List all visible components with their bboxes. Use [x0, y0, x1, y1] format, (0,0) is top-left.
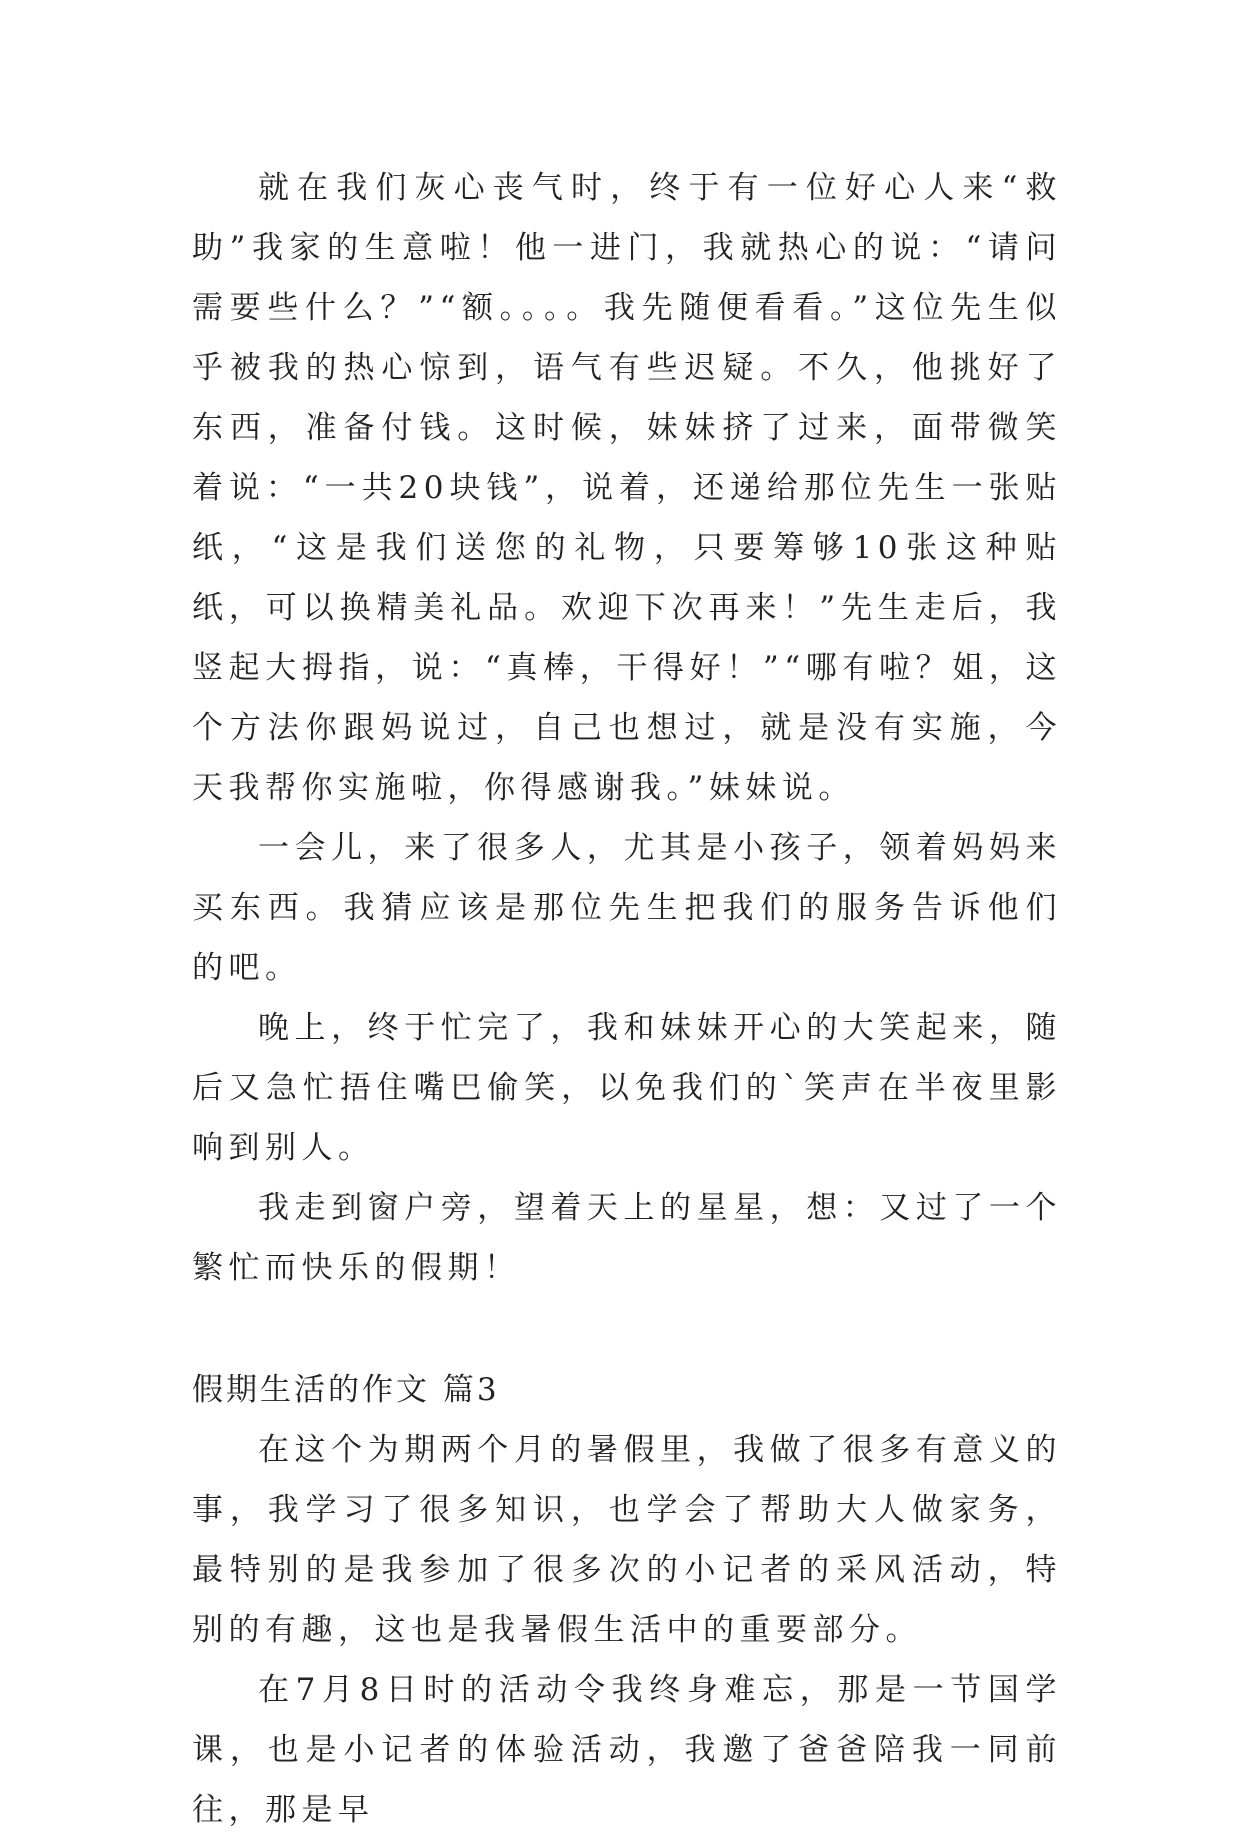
section-heading: 假期生活的作文 篇3	[192, 1372, 500, 1408]
paragraph-summer-activities: 在这个为期两个月的暑假里，我做了很多有意义的事，我学习了很多知识，也学会了帮助大人做家务，最特别的是我参加了很多次的小记者的采风活动，特别的有趣，这也是我暑假生活中的重要部分。	[192, 1432, 1062, 1648]
paragraph-evening: 晚上，终于忙完了，我和妹妹开心的大笑起来，随后又急忙捂住嘴巴偷笑，以免我们的`笑声在半夜里影响到别人。	[192, 1010, 1062, 1166]
paragraph-many-customers: 一会儿，来了很多人，尤其是小孩子，领着妈妈来买东西。我猜应该是那位先生把我们的服务告诉他们的吧。	[192, 830, 1062, 986]
document-body	[192, 158, 1062, 1840]
paragraph-helpful-customer: 就在我们灰心丧气时，终于有一位好心人来“救助”我家的生意啦！他一进门，我就热心的说：“请问需要些什么？”“额。。。。我先随便看看。”这位先生似乎被我的热心惊到，语气有些迟疑。不久，他挑好了东西，准备付钱。这时候，妹妹挤了过来，面带微笑着说：“一共20块钱”，说着，还递给那位先生一张贴纸，“这是我们送您的礼物，只要筹够10张这种贴纸，可以换精美礼品。欢迎下次再来！”先生走后，我竖起大拇指，说：“真棒，干得好！”“哪有啦？姐，这个方法你跟妈说过，自己也想过，就是没有实施，今天我帮你实施啦，你得感谢我。”妹妹说。	[192, 170, 1062, 806]
paragraph-july-eighth: 在7月8日时的活动令我终身难忘，那是一节国学课，也是小记者的体验活动，我邀了爸爸陪我一同前往，那是早	[192, 1672, 1062, 1828]
paragraph-stars: 我走到窗户旁，望着天上的星星，想：又过了一个繁忙而快乐的假期！	[192, 1190, 1062, 1286]
